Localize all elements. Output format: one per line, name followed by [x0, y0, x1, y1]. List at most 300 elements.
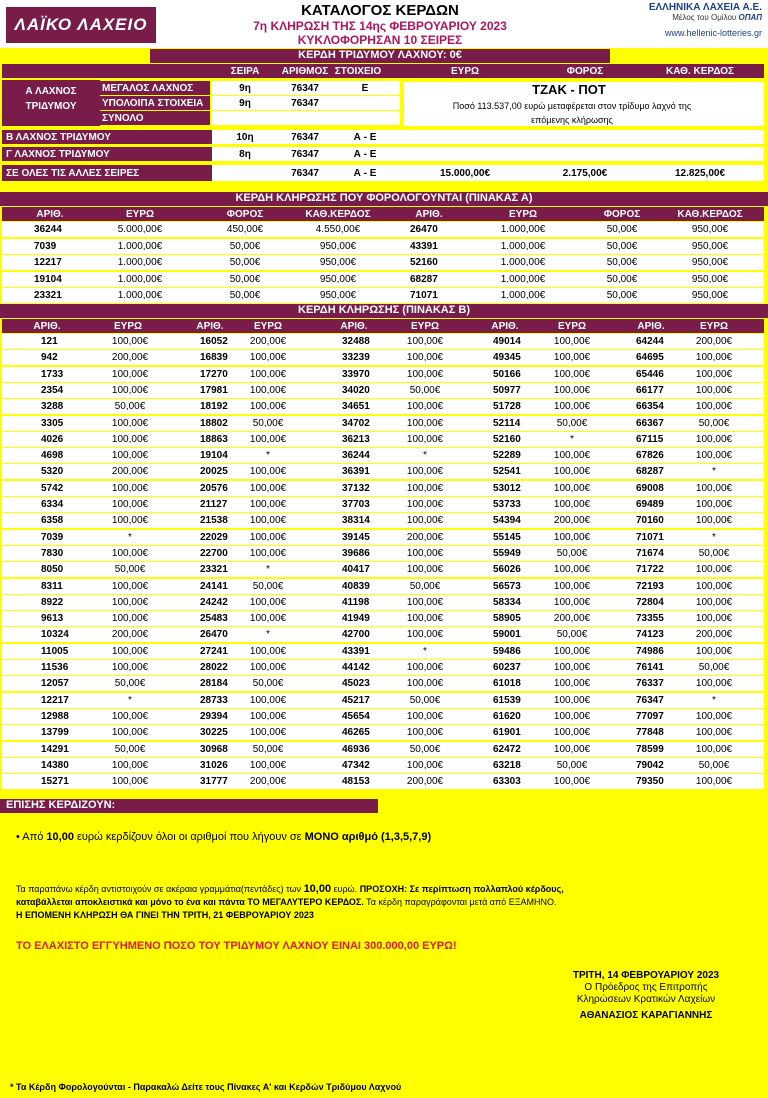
- table-b-amount: 100,00€: [695, 596, 733, 608]
- note-amount: 10,00: [303, 883, 332, 895]
- table-b-number: 16052: [200, 336, 228, 347]
- table-b-amount: 100,00€: [406, 352, 444, 364]
- table-b-amount: 200,00€: [695, 629, 733, 641]
- table-b-amount: *: [712, 531, 716, 543]
- table-b-number: 56026: [493, 564, 521, 576]
- b-serie: 10η: [236, 132, 254, 143]
- a-row-number: 76347: [291, 98, 319, 109]
- table-b-number: 76347: [636, 694, 664, 706]
- table-b-number: 77097: [636, 710, 664, 722]
- triple-header-cell: ΣΕΙΡΑ: [230, 66, 260, 77]
- member-text: Μέλος του Ομίλου: [672, 13, 737, 22]
- table-b-number: 53012: [493, 482, 521, 494]
- page-title: ΚΑΤΑΛΟΓΟΣ ΚΕΡΔΩΝ: [301, 2, 459, 19]
- table-a-cell: 26470: [410, 224, 438, 235]
- table-b-number: 29394: [200, 710, 228, 722]
- table-a-cell: 1.000,00€: [117, 273, 163, 285]
- table-b-amount: 100,00€: [553, 352, 591, 364]
- table-b-header: ΕΥΡΩ: [410, 321, 440, 332]
- table-b-number: 11005: [41, 645, 69, 657]
- table-b-amount: 50,00€: [409, 580, 441, 592]
- table-b-number: 34702: [342, 417, 370, 429]
- table-b-amount: 100,00€: [249, 401, 287, 413]
- table-a-cell: 52160: [410, 257, 438, 268]
- table-b-number: 19104: [200, 450, 228, 462]
- table-b-amount: 200,00€: [111, 352, 149, 364]
- table-b-number: 7039: [41, 531, 64, 543]
- table-a-cell: 50,00€: [229, 290, 261, 301]
- table-b-amount: 100,00€: [249, 482, 287, 494]
- table-b-amount: 50,00€: [252, 743, 284, 755]
- table-b-header: ΑΡΙΘ.: [196, 321, 224, 332]
- table-b-amount: 100,00€: [111, 368, 149, 380]
- table-b-number: 41949: [342, 613, 370, 625]
- table-b-amount: 100,00€: [249, 694, 287, 706]
- table-b-amount: 100,00€: [111, 499, 149, 510]
- table-b-number: 66354: [636, 401, 664, 413]
- member-line: [634, 13, 762, 22]
- all-number: 76347: [291, 168, 319, 179]
- note-2: ευρώ.: [331, 884, 360, 894]
- table-b-amount: 50,00€: [252, 417, 284, 429]
- all-element: Α - Ε: [353, 168, 377, 179]
- table-b-amount: 100,00€: [249, 710, 287, 722]
- table-b-number: 51728: [493, 401, 521, 413]
- table-b-number: 33239: [342, 352, 370, 364]
- table-b-number: 72804: [636, 596, 664, 608]
- table-b-amount: 100,00€: [695, 352, 733, 364]
- table-b-number: 36244: [342, 450, 370, 462]
- odd-bold: ΜΟΝΟ αριθμό: [304, 831, 378, 843]
- table-a-header: ΕΥΡΩ: [508, 209, 538, 220]
- table-b-number: 30225: [200, 727, 228, 739]
- table-b-number: 6358: [41, 515, 64, 527]
- table-b-header: ΑΡΙΘ.: [637, 321, 665, 332]
- table-b-number: 34651: [342, 401, 370, 413]
- table-b-number: 7830: [41, 547, 64, 559]
- table-b-amount: 100,00€: [111, 336, 149, 347]
- table-b-amount: 100,00€: [695, 433, 733, 445]
- table-b-number: 13799: [41, 727, 69, 739]
- table-b-amount: 100,00€: [111, 450, 149, 462]
- table-b-amount: *: [266, 450, 270, 462]
- table-b-number: 42700: [342, 629, 370, 641]
- table-b-number: 59486: [493, 645, 521, 657]
- table-b-amount: 100,00€: [111, 547, 149, 559]
- table-b-number: 43391: [342, 645, 370, 657]
- table-b-number: 30968: [200, 743, 228, 755]
- c-label: Γ ΛΑΧΝΟΣ ΤΡΙΔΥΜΟΥ: [6, 149, 110, 160]
- sig-role-2: Κληρώσεων Κρατικών Λαχείων: [576, 994, 716, 1005]
- table-b-number: 3305: [41, 417, 64, 429]
- table-b-amount: 50,00€: [114, 564, 146, 576]
- table-b-number: 45654: [342, 710, 370, 722]
- table-b-header: ΕΥΡΩ: [557, 321, 587, 332]
- table-b-amount: 50,00€: [114, 678, 146, 690]
- table-b-number: 25483: [200, 613, 228, 625]
- table-b-amount: 100,00€: [553, 450, 591, 462]
- table-a-cell: 71071: [410, 290, 438, 301]
- table-b-amount: 50,00€: [252, 580, 284, 592]
- table-b-amount: *: [128, 694, 132, 706]
- table-b-number: 28184: [200, 678, 228, 690]
- table-b-amount: 100,00€: [553, 564, 591, 576]
- table-b-number: 27241: [200, 645, 228, 657]
- table-b-number: 74123: [636, 629, 664, 641]
- table-a-cell: 950,00€: [691, 224, 729, 235]
- table-b-amount: 100,00€: [553, 499, 591, 510]
- draw-info: 7η ΚΛΗΡΩΣΗ ΤΗΣ 14ης ΦΕΒΡΟΥΑΡΙΟΥ 2023: [253, 19, 507, 33]
- table-b-amount: 100,00€: [406, 613, 444, 625]
- c-serie: 8η: [239, 149, 251, 160]
- table-b-number: 23321: [200, 564, 228, 576]
- table-b-number: 8922: [41, 596, 64, 608]
- odd-amount: 10,00: [46, 831, 74, 843]
- table-a-bar: ΚΕΡΔΗ ΚΛΗΡΩΣΗΣ ΠΟΥ ΦΟΡΟΛΟΓΟΥΝΤΑΙ (ΠΙΝΑΚΑΣ Α): [0, 192, 768, 206]
- table-a-cell: 23321: [34, 290, 62, 301]
- table-b-number: 70160: [636, 515, 664, 527]
- table-b-amount: 100,00€: [406, 466, 444, 478]
- table-b-amount: 100,00€: [111, 662, 149, 673]
- table-b-number: 41198: [342, 596, 370, 608]
- table-b-amount: 100,00€: [249, 645, 287, 657]
- a-row-label: ΥΠΟΛΟΙΠΑ ΣΤΟΙΧΕΙΑ: [102, 98, 204, 109]
- table-a-cell: 50,00€: [606, 257, 638, 268]
- table-b-number: 68287: [636, 466, 664, 478]
- table-a-cell: 950,00€: [691, 240, 729, 252]
- table-b-number: 18802: [200, 417, 228, 429]
- table-b-number: 72193: [636, 580, 664, 592]
- table-b-number: 12057: [41, 678, 69, 690]
- c-element: Α - Ε: [353, 149, 377, 160]
- table-b-number: 37132: [342, 482, 370, 494]
- table-a-cell: 50,00€: [229, 257, 261, 268]
- table-a-cell: 5.000,00€: [117, 224, 163, 235]
- table-b-amount: 200,00€: [111, 466, 149, 478]
- opap-logo: ΟΠΑΠ: [738, 13, 762, 22]
- table-a-cell: 1.000,00€: [500, 290, 546, 301]
- table-b-amount: 100,00€: [406, 401, 444, 413]
- table-b-number: 79042: [636, 759, 664, 771]
- table-b-amount: 100,00€: [695, 482, 733, 494]
- odd-pre: • Από: [16, 831, 47, 843]
- table-b-number: 71722: [636, 564, 664, 576]
- table-b-number: 9613: [41, 613, 64, 625]
- table-b-number: 28733: [200, 694, 228, 706]
- table-b-amount: 100,00€: [553, 580, 591, 592]
- next-draw: Η ΕΠΟΜΕΝΗ ΚΛΗΡΩΣΗ ΘΑ ΓΙΝΕΙ ΤΗΝ ΤΡΙΤΗ, 21 ΦΕΒΡΟΥΑΡΙΟΥ 2023: [16, 910, 314, 920]
- table-b-number: 36213: [342, 433, 370, 445]
- table-b-number: 61539: [493, 694, 521, 706]
- table-a-cell: 1.000,00€: [500, 224, 546, 235]
- table-a-cell: 50,00€: [229, 273, 261, 285]
- table-a-cell: 4.550,00€: [315, 224, 361, 235]
- table-a-cell: 43391: [410, 240, 438, 252]
- header-title-block: [180, 2, 580, 47]
- table-b-number: 58905: [493, 613, 521, 625]
- a-row-label: ΜΕΓΑΛΟΣ ΛΑΧΝΟΣ: [102, 83, 194, 94]
- table-b-number: 16839: [200, 352, 228, 364]
- table-b-number: 18192: [200, 401, 228, 413]
- table-b-bar: ΚΕΡΔΗ ΚΛΗΡΩΣΗΣ (ΠΙΝΑΚΑΣ Β): [0, 304, 768, 318]
- table-b-number: 31777: [200, 776, 228, 788]
- triple-header-cell: ΑΡΙΘΜΟΣ: [281, 66, 329, 77]
- table-b-amount: 200,00€: [249, 776, 287, 788]
- sig-name: ΑΘΑΝΑΣΙΟΣ ΚΑΡΑΓΙΑΝΝΗΣ: [579, 1010, 713, 1021]
- table-b-number: 69489: [636, 499, 664, 510]
- table-b-amount: 50,00€: [556, 417, 588, 429]
- table-a-header: ΚΑΘ.ΚΕΡΔΟΣ: [677, 209, 743, 220]
- table-b-number: 58334: [493, 596, 521, 608]
- table-b-number: 8311: [41, 580, 63, 592]
- table-b-number: 37703: [342, 499, 370, 510]
- table-b-number: 78599: [636, 743, 664, 755]
- table-b-number: 15271: [41, 776, 69, 788]
- table-b-header: ΕΥΡΩ: [699, 321, 729, 332]
- signature-block: [540, 970, 752, 1022]
- table-b-amount: *: [423, 645, 427, 657]
- a-row-bg: [212, 111, 400, 125]
- table-b-number: 76337: [636, 678, 664, 690]
- table-a-cell: 7039: [34, 240, 57, 252]
- table-b-number: 61901: [493, 727, 521, 739]
- table-b-amount: 200,00€: [111, 629, 149, 641]
- table-b-number: 12217: [41, 694, 69, 706]
- table-a-cell: 950,00€: [319, 240, 357, 252]
- table-b-number: 46265: [342, 727, 370, 739]
- table-b-number: 67826: [636, 450, 664, 462]
- table-b-amount: 100,00€: [695, 368, 733, 380]
- table-b-number: 61620: [493, 710, 521, 722]
- table-b-number: 47342: [342, 759, 370, 771]
- triple-header-cell: ΕΥΡΩ: [450, 66, 480, 77]
- table-b-amount: 100,00€: [695, 710, 733, 722]
- table-b-amount: 50,00€: [698, 759, 730, 771]
- table-b-number: 32488: [342, 336, 370, 347]
- table-b-amount: 100,00€: [249, 433, 287, 445]
- jackpot-title: ΤΖΑΚ - ΠΟΤ: [532, 82, 606, 97]
- laiko-lachio-logo: ΛΑΪΚΟ ΛΑΧΕΙΟ: [6, 7, 156, 43]
- table-b-amount: 100,00€: [111, 776, 149, 788]
- table-b-amount: 100,00€: [249, 352, 287, 364]
- jackpot-text: Ποσό 113.537,00 ευρώ μεταφέρεται στον τρίδυμο λαχνό της επόμενης κλήρωσης: [452, 101, 692, 125]
- table-b-number: 4698: [41, 450, 64, 462]
- table-b-amount: 100,00€: [111, 433, 149, 445]
- table-b-number: 55145: [493, 531, 521, 543]
- table-b-number: 39686: [342, 547, 370, 559]
- table-b-amount: 50,00€: [698, 417, 730, 429]
- table-b-amount: 100,00€: [695, 613, 733, 625]
- table-b-number: 65446: [636, 368, 664, 380]
- table-b-amount: 50,00€: [114, 743, 146, 755]
- table-b-number: 76141: [636, 662, 664, 673]
- table-b-number: 55949: [493, 547, 521, 559]
- table-b-amount: *: [128, 531, 132, 543]
- all-net: 12.825,00€: [674, 168, 726, 179]
- table-b-number: 38314: [342, 515, 370, 527]
- odd-mid: ευρώ κερδίζουν όλοι οι αριθμοί που λήγουν σε: [73, 831, 305, 843]
- table-a-cell: 1.000,00€: [117, 240, 163, 252]
- table-b-number: 14380: [41, 759, 69, 771]
- table-b-number: 54394: [493, 515, 521, 527]
- table-b-amount: 100,00€: [249, 368, 287, 380]
- table-b-amount: 50,00€: [252, 678, 284, 690]
- table-b-amount: 100,00€: [111, 759, 149, 771]
- table-b-number: 73355: [636, 613, 664, 625]
- table-a-cell: 50,00€: [229, 240, 261, 252]
- table-b-number: 56573: [493, 580, 521, 592]
- table-b-amount: *: [423, 450, 427, 462]
- table-a-header: ΦΟΡΟΣ: [226, 209, 264, 220]
- triple-header-cell: ΣΤΟΙΧΕΙΟ: [334, 66, 382, 77]
- table-b-amount: 100,00€: [406, 678, 444, 690]
- table-b-amount: 100,00€: [553, 662, 591, 673]
- all-label: ΣΕ ΟΛΕΣ ΤΙΣ ΑΛΛΕΣ ΣΕΙΡΕΣ: [6, 168, 140, 179]
- a-label: Α ΛΑΧΝΟΣ ΤΡΙΔΥΜΟΥ: [25, 86, 77, 112]
- table-a-cell: 450,00€: [226, 224, 264, 235]
- triple-bar: ΚΕΡΔΗ ΤΡΙΔΥΜΟΥ ΛΑΧΝΟΥ: 0€: [150, 49, 610, 63]
- table-b-number: 6334: [41, 499, 64, 510]
- table-b-amount: *: [266, 564, 270, 576]
- table-b-amount: 100,00€: [406, 547, 444, 559]
- table-a-header: ΕΥΡΩ: [125, 209, 155, 220]
- table-b-number: 49345: [493, 352, 521, 364]
- table-b-number: 1733: [41, 368, 64, 380]
- website-link[interactable]: www.hellenic-lotteries.gr: [664, 28, 762, 38]
- table-b-amount: 100,00€: [553, 727, 591, 739]
- table-b-amount: 100,00€: [249, 759, 287, 771]
- table-b-amount: 100,00€: [695, 564, 733, 576]
- table-b-amount: 100,00€: [553, 401, 591, 413]
- table-b-number: 74986: [636, 645, 664, 657]
- table-b-amount: 100,00€: [553, 645, 591, 657]
- table-b-amount: 100,00€: [406, 662, 444, 673]
- table-b-amount: 200,00€: [406, 776, 444, 788]
- table-b-amount: 100,00€: [249, 499, 287, 510]
- table-b-number: 45023: [342, 678, 370, 690]
- table-b-amount: 100,00€: [249, 531, 287, 543]
- sig-role-1: Ο Πρόεδρος της Επιτροπής: [584, 982, 708, 993]
- table-b-amount: 100,00€: [406, 596, 444, 608]
- all-euro: 15.000,00€: [439, 168, 491, 179]
- table-b-number: 24242: [200, 596, 228, 608]
- table-b-amount: 100,00€: [111, 645, 149, 657]
- table-a-header: ΑΡΙΘ.: [36, 209, 64, 220]
- odd-end: (1,3,5,7,9): [377, 831, 432, 843]
- table-b-number: 52541: [493, 466, 521, 478]
- table-b-amount: 100,00€: [249, 547, 287, 559]
- table-b-amount: 100,00€: [406, 482, 444, 494]
- table-b-number: 46936: [342, 743, 370, 755]
- table-b-number: 64244: [636, 336, 664, 347]
- table-b-number: 24141: [200, 580, 228, 592]
- table-a-header: ΚΑΘ.ΚΕΡΔΟΣ: [305, 209, 371, 220]
- table-a-cell: 36244: [34, 224, 62, 235]
- table-b-header: ΑΡΙΘ.: [33, 321, 61, 332]
- table-b-amount: 100,00€: [111, 727, 149, 739]
- odd-rule: [16, 831, 431, 844]
- table-b-number: 66367: [636, 417, 664, 429]
- table-b-amount: 100,00€: [406, 515, 444, 527]
- table-b-number: 40839: [342, 580, 370, 592]
- table-b-amount: 100,00€: [249, 596, 287, 608]
- table-b-header: ΑΡΙΘ.: [491, 321, 519, 332]
- table-b-amount: 100,00€: [111, 613, 149, 625]
- table-a-cell: 12217: [34, 257, 62, 268]
- table-b-number: 11536: [41, 662, 69, 673]
- table-b-number: 71071: [636, 531, 664, 543]
- table-b-amount: 100,00€: [553, 531, 591, 543]
- table-b-number: 34020: [342, 384, 370, 396]
- table-b-amount: 100,00€: [406, 710, 444, 722]
- table-b-amount: 50,00€: [698, 662, 730, 673]
- table-b-amount: 100,00€: [695, 580, 733, 592]
- table-b-amount: 100,00€: [695, 499, 733, 510]
- table-b-amount: 100,00€: [111, 384, 149, 396]
- brand-name: ΕΛΛΗΝΙΚΑ ΛΑΧΕΙΑ Α.Ε.: [648, 2, 762, 13]
- table-b-number: 22029: [200, 531, 228, 543]
- table-a-cell: 50,00€: [606, 290, 638, 301]
- table-b-amount: 100,00€: [553, 466, 591, 478]
- table-b-number: 63218: [493, 759, 521, 771]
- table-b-amount: 200,00€: [695, 336, 733, 347]
- table-b-number: 50166: [493, 368, 521, 380]
- series-info: ΚΥΚΛΟΦΟΡΗΣΑΝ 10 ΣΕΙΡΕΣ: [297, 33, 463, 47]
- b-label: Β ΛΑΧΝΟΣ ΤΡΙΔΥΜΟΥ: [6, 132, 111, 143]
- table-b-number: 20025: [200, 466, 228, 478]
- table-b-amount: 200,00€: [553, 613, 591, 625]
- table-b-amount: 100,00€: [695, 727, 733, 739]
- table-b-amount: 50,00€: [698, 547, 730, 559]
- table-a-cell: 50,00€: [606, 240, 638, 252]
- table-b-number: 12988: [41, 710, 69, 722]
- table-b-number: 61018: [493, 678, 521, 690]
- table-b-number: 17270: [200, 368, 228, 380]
- table-b-number: 60237: [493, 662, 521, 673]
- note-1: Τα παραπάνω κέρδη αντιστοιχούν σε ακέραια γραμμάτια(πεντάδες) των: [16, 884, 304, 894]
- table-b-amount: 100,00€: [553, 678, 591, 690]
- table-a-cell: 1.000,00€: [500, 240, 546, 252]
- table-b-number: 21127: [200, 499, 228, 510]
- table-b-amount: 100,00€: [249, 662, 287, 673]
- table-b-amount: 100,00€: [111, 417, 149, 429]
- table-b-amount: 50,00€: [556, 547, 588, 559]
- table-a-cell: 50,00€: [606, 273, 638, 285]
- a-row-number: 76347: [291, 83, 319, 94]
- table-b-number: 40417: [342, 564, 370, 576]
- table-b-number: 36391: [342, 466, 370, 478]
- table-b-amount: 100,00€: [406, 417, 444, 429]
- table-b-amount: *: [570, 433, 574, 445]
- table-b-amount: 100,00€: [249, 613, 287, 625]
- table-a-cell: 950,00€: [319, 273, 357, 285]
- table-a-cell: 19104: [34, 273, 62, 285]
- note-line-2: [16, 896, 557, 909]
- note-3-bold: καταβάλλεται αποκλειστικά και μόνο το ένα και πάντα ΤΟ ΜΕΓΑΛΥΤΕΡΟ ΚΕΡΔΟΣ.: [16, 897, 364, 907]
- a-row-label: ΣΥΝΟΛΟ: [102, 113, 144, 124]
- table-b-amount: *: [266, 629, 270, 641]
- table-b-amount: 100,00€: [111, 515, 149, 527]
- table-b-number: 31026: [200, 759, 228, 771]
- table-b-number: 62472: [493, 743, 521, 755]
- table-b-amount: 100,00€: [111, 580, 149, 592]
- table-a-cell: 950,00€: [691, 290, 729, 301]
- table-b-number: 77848: [636, 727, 664, 739]
- table-b-number: 59001: [493, 629, 521, 641]
- table-b-header: ΕΥΡΩ: [113, 321, 143, 332]
- table-b-number: 8050: [41, 564, 64, 576]
- table-b-amount: 100,00€: [111, 596, 149, 608]
